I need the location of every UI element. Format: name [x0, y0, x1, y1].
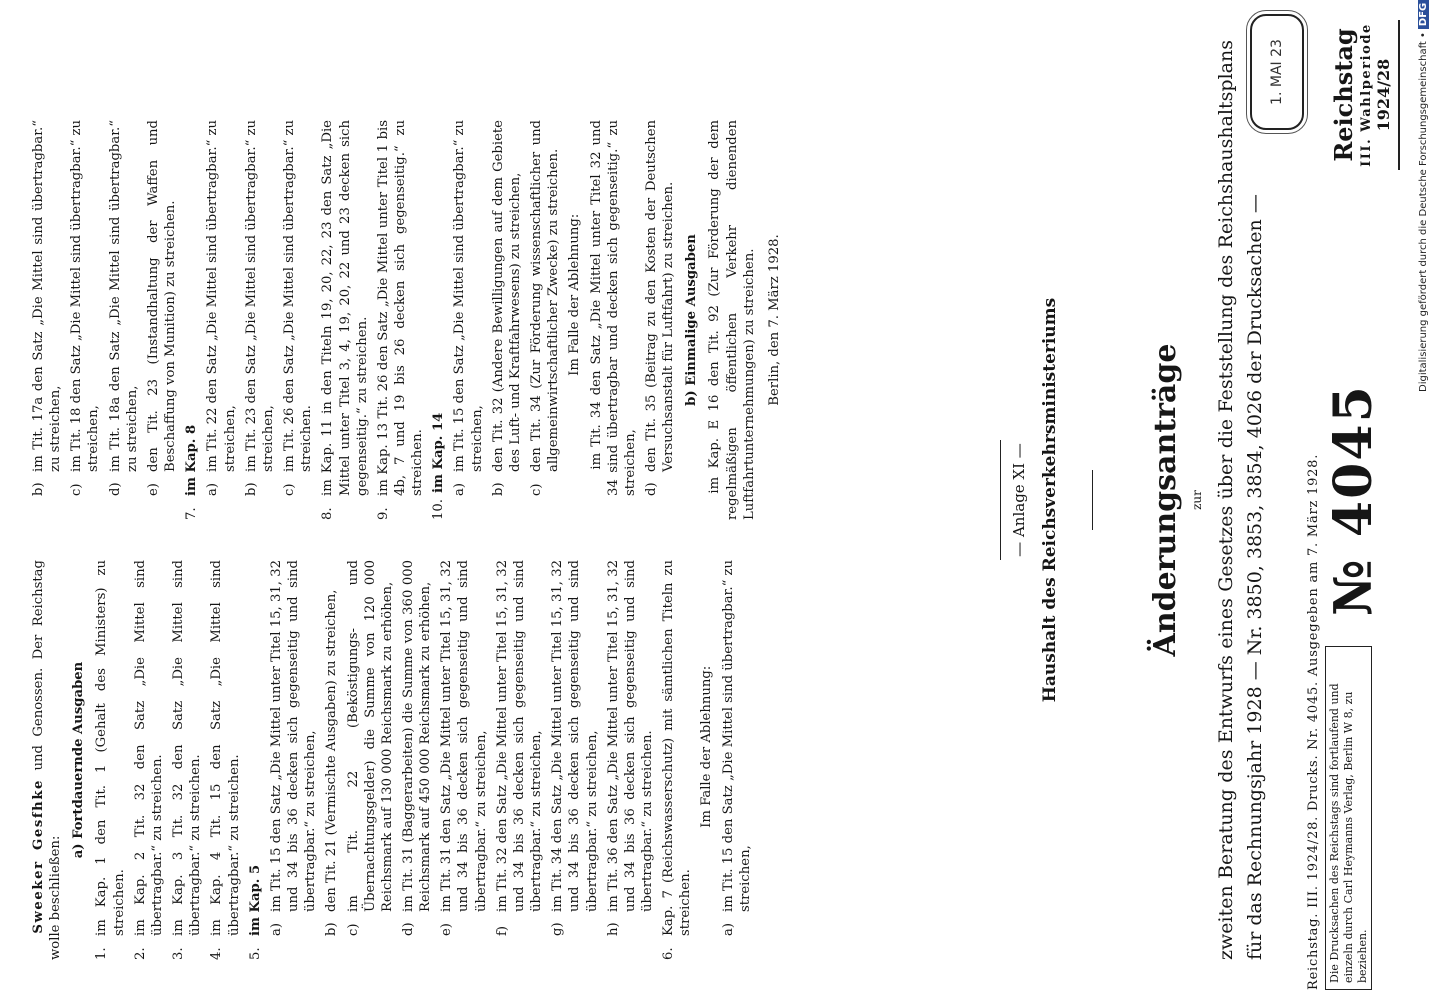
- sub-item-letter: e): [439, 923, 455, 936]
- opening-name: Sweeker Gesfhke: [31, 778, 46, 934]
- sub-item-text: im Tit. 15 den Satz „Die Mittel sind übertragbar.“ zu streichen,: [720, 560, 753, 912]
- sub-item-letter: b): [31, 482, 46, 496]
- motion-item: [319, 120, 370, 520]
- kap7-subitems-cont: [30, 120, 179, 496]
- stamp-text: 1. MAI 23: [1269, 39, 1285, 105]
- item-number: 2.: [132, 947, 148, 960]
- sub-item-text: den Tit. 23 (Instandhaltung der Waffen und Beschaffung von Munition) zu streichen.: [145, 120, 179, 472]
- sub-item: [345, 560, 396, 936]
- sub-item-text: im Tit. 22 den Satz „Die Mittel sind übertragbar.“ zu streichen,: [205, 120, 238, 472]
- sub-item-text: im Tit. 31 (Baggerarbeiten) die Summe von 360 000 Reichsmark auf 450 000 Reichsmark zu erhöhen,: [400, 560, 434, 912]
- sub-item-text: im Tit. 26 den Satz „Die Mittel sind übertragbar.“ zu streichen.: [282, 120, 315, 472]
- sub-item-letter: b): [243, 482, 259, 496]
- sub-item-text: im Tit. 17a den Satz „Die Mittel sind übertragbar.“ zu streichen,: [31, 120, 64, 472]
- column-left: [30, 560, 1005, 960]
- sub-item-letter: g): [550, 922, 566, 936]
- motion-item: [183, 120, 200, 520]
- heading-fortdauernde: a) Fortdauernde Ausgaben: [71, 661, 87, 859]
- sub-item-letter: b): [490, 482, 506, 496]
- item-text: im Kap. 14: [431, 412, 447, 494]
- item-number: 4.: [209, 947, 225, 960]
- footer-notice-box: Die Drucksachen des Reichstags sind fortlaufend und einzeln durch Carl Heymanns Verlag, Berlin W 8, zu beziehen.: [1325, 646, 1372, 990]
- sub-item: [451, 120, 485, 496]
- sub-item-text: den Tit. 32 (Andere Bewilligungen auf dem Gebiete des Luft- und Kraftfahrwesens) zu streichen,: [490, 120, 523, 472]
- sub-item: [643, 120, 677, 496]
- sub-item-letter: c): [529, 483, 545, 496]
- kap7-subitems: [720, 560, 754, 936]
- sub-item-letter: c): [282, 483, 298, 496]
- sub-item-text: im Tit. 34 den Satz „Die Mittel unter Titel 15, 31, 32 und 34 bis 36 decken sich gegenseitig und sind übertragbar.“ zu streichen,: [550, 560, 600, 912]
- motion-item: [660, 560, 694, 960]
- sub-item-letter: d): [107, 482, 123, 496]
- sub-item-text: den Tit. 21 (Vermischte Ausgaben) zu streichen,: [324, 589, 340, 912]
- title-connector: zur: [1190, 490, 1204, 510]
- sub-item: [494, 560, 545, 936]
- item-number: 5.: [247, 947, 263, 960]
- sub-item-text: im Tit. 31 den Satz „Die Mittel unter Titel 15, 31, 32 und 34 bis 36 decken sich gegenseitig und sind übertragbar.“ zu streichen,: [439, 560, 489, 912]
- dfg-watermark-text: [1418, 0, 1429, 392]
- sub-item-text: im Tit. 22 (Beköstigungs- und Übernachtungsgelder) die Summe von 120 000 Reichsmark auf 130 000 Reichsmark zu erhöhen,: [345, 560, 395, 912]
- sub-item: [323, 560, 340, 936]
- kap8-subitems: [204, 120, 315, 496]
- dfg-caption: Digitalisierung gefördert durch die Deutsche Forschungsgemeinschaft •: [1418, 32, 1429, 392]
- sub-item-letter: a): [720, 922, 736, 936]
- sub-item-letter: a): [205, 482, 221, 496]
- sub-item: [400, 560, 434, 936]
- sub-item: [605, 560, 656, 936]
- sub-item: [204, 120, 238, 496]
- item-text: im Kap. 8: [184, 424, 200, 496]
- item-text: im Kap. 2 Tit. 32 den Satz „Die Mittel sind übertragbar.“ zu streichen.: [132, 560, 165, 936]
- footer-ident-text: Reichstag. III. 1924/28. Drucks. Nr. 4045. Ausgegeben am 7. März 1928.: [1306, 453, 1321, 990]
- einmalige-text: im Kap. E 16 den Tit. 92 (Zur Förderung der dem regelmäßigen öffentlichen Verkehr dienenden Luftfahrtunternehmungen) zu streichen.: [707, 120, 757, 520]
- section-rule-1: [1092, 470, 1093, 530]
- motion-item: [170, 560, 204, 960]
- gazette-period: III. Wahlperiode: [1358, 23, 1374, 167]
- sub-item-text: im Tit. 36 den Satz „Die Mittel unter Titel 15, 31, 32 und 34 bis 36 decken sich gegenseitig und sind übertragbar.“ zu streichen.: [605, 560, 655, 912]
- sub-item-text: den Tit. 34 (Zur Förderung wissenschaftlicher und allgemeinwirtschaftlicher Zwecke) zu streichen.: [529, 120, 562, 472]
- sub-item: [30, 120, 64, 496]
- sub-item: [528, 120, 562, 496]
- motion-item: [208, 560, 242, 960]
- item-text: im Kap. 3 Tit. 32 den Satz „Die Mittel sind übertragbar.“ zu streichen.: [171, 560, 204, 936]
- section-heading: Haushalt des Reichsverkehrsministeriums: [1040, 297, 1060, 703]
- sub-item-letter: d): [400, 922, 416, 936]
- item-text: im Kap. 4 Tit. 15 den Satz „Die Mittel sind übertragbar.“ zu streichen.: [209, 560, 242, 936]
- sub-item-letter: e): [145, 483, 161, 496]
- sub-item-text: im Tit. 18 den Satz „Die Mittel sind übertragbar.“ zu streichen,: [69, 120, 102, 472]
- item-text: Kap. 7 (Reichswasserschutz) mit sämtlichen Titeln zu streichen.: [661, 560, 694, 936]
- gazette-name: Reichstag: [1329, 28, 1358, 162]
- sub-item: [490, 120, 524, 496]
- item-text: im Kap. 11 in den Titeln 19, 20, 22, 23 den Satz „Die Mittel unter Titel 3, 4, 19, 20, 22 und 23 decken sich gegenseitig.“ zu streichen.: [320, 120, 370, 496]
- sub-item-text: im Tit. 32 den Satz „Die Mittel unter Titel 15, 31, 32 und 34 bis 36 decken sich gegenseitig und sind übertragbar.“ zu streichen,: [494, 560, 545, 912]
- kap14-subitems: [451, 120, 677, 496]
- item-text: im Kap. 13 Tit. 26 den Satz „Die Mittel unter Titel 1 bis 4b, 7 und 19 bis 26 decken sich gegenseitig.“ zu streichen.: [375, 120, 426, 496]
- opening-rest: und Genossen. Der Reichstag wolle beschließen:: [31, 560, 64, 960]
- intro-paragraph: zweiten Beratung des Entwurfs eines Gesetzes über die Feststellung des Reichshaushaltsplans für das Rechnungsjahr 1928 — Nr. 3850, 3853, 3854, 4026 der Drucksachen —: [1215, 40, 1267, 960]
- sub-item-letter: c): [69, 483, 85, 496]
- sub-item: [438, 560, 489, 936]
- motion-item: [132, 560, 166, 960]
- sub-item-letter: b): [324, 922, 340, 936]
- sub-item-text: im Tit. 23 den Satz „Die Mittel sind übertragbar.“ zu streichen,: [243, 120, 276, 472]
- rejection-heading: Im Falle der Ablehnung:: [699, 665, 715, 828]
- date-line: Berlin, den 7. März 1928.: [766, 234, 782, 406]
- sub-item-text: den Tit. 35 (Beitrag zu den Kosten der Deutschen Versuchsanstalt für Luftfahrt) zu streichen.: [644, 120, 677, 472]
- sub-item: [145, 120, 179, 496]
- item-number: 8.: [320, 507, 336, 520]
- sub-item-letter: c): [345, 923, 361, 936]
- kap5-subitems: [268, 560, 656, 936]
- sub-item: [720, 560, 754, 936]
- sub-item-text: im Tit. 18a den Satz „Die Mittel sind übertragbar.“ zu streichen,: [107, 120, 140, 472]
- item-number: 10.: [431, 499, 447, 520]
- item-text: im Kap. 5: [247, 864, 263, 936]
- sub-item-text: im Tit. 15 den Satz „Die Mittel sind übertragbar.“ zu streichen,: [452, 120, 485, 472]
- sub-item: [268, 560, 319, 936]
- sub-item-letter: f): [494, 925, 510, 936]
- sub-item-letter: a): [268, 922, 284, 936]
- document-number: № 4045: [1323, 384, 1384, 616]
- item-number: 6.: [661, 947, 677, 960]
- column-right: [30, 120, 1005, 520]
- sub-item-text: im Tit. 15 den Satz „Die Mittel unter Titel 15, 31, 32 und 34 bis 36 decken sich gegenseitig und sind übertragbar.“ zu streichen,: [268, 560, 319, 912]
- gazette-header-text: [1330, 10, 1400, 180]
- motion-item: [430, 120, 447, 520]
- sub-item: [243, 120, 277, 496]
- footer-identification: [1306, 340, 1372, 990]
- document-title: Änderungsanträge: [1148, 343, 1183, 657]
- sub-item: [281, 120, 315, 496]
- sub-item-letter: a): [452, 482, 468, 496]
- sub-item: [107, 120, 141, 496]
- item-number: 7.: [184, 507, 200, 520]
- dfg-logo-icon: DFG: [1418, 0, 1429, 29]
- gazette-rule: [1398, 20, 1400, 170]
- gazette-years: 1924/28: [1374, 58, 1394, 132]
- sub-item: [68, 120, 102, 496]
- sub-item: [549, 560, 600, 936]
- motion-item: [247, 560, 264, 960]
- body-columns: [30, 40, 1005, 960]
- rejection-text: im Tit. 34 den Satz „Die Mittel unter Titel 32 und 34 sind übertragbar und decken sich gegenseitig.“ zu streichen,: [588, 120, 638, 496]
- rejection-heading: Im Falle der Ablehnung:: [567, 213, 583, 376]
- item-number: 1.: [94, 947, 110, 960]
- item-number: 9.: [375, 507, 391, 520]
- appendix-label: — Anlage XI —: [1010, 443, 1028, 557]
- item-number: 3.: [171, 947, 187, 960]
- sub-item-letter: d): [644, 482, 659, 496]
- sub-item-letter: h): [605, 922, 621, 936]
- opening-line: [30, 560, 64, 960]
- heading-einmalige: b) Einmalige Ausgaben: [684, 234, 700, 406]
- motion-item: [375, 120, 426, 520]
- item-text: im Kap. 1 den Tit. 1 (Gehalt des Ministers) zu streichen.: [94, 560, 127, 936]
- motion-item: [93, 560, 127, 960]
